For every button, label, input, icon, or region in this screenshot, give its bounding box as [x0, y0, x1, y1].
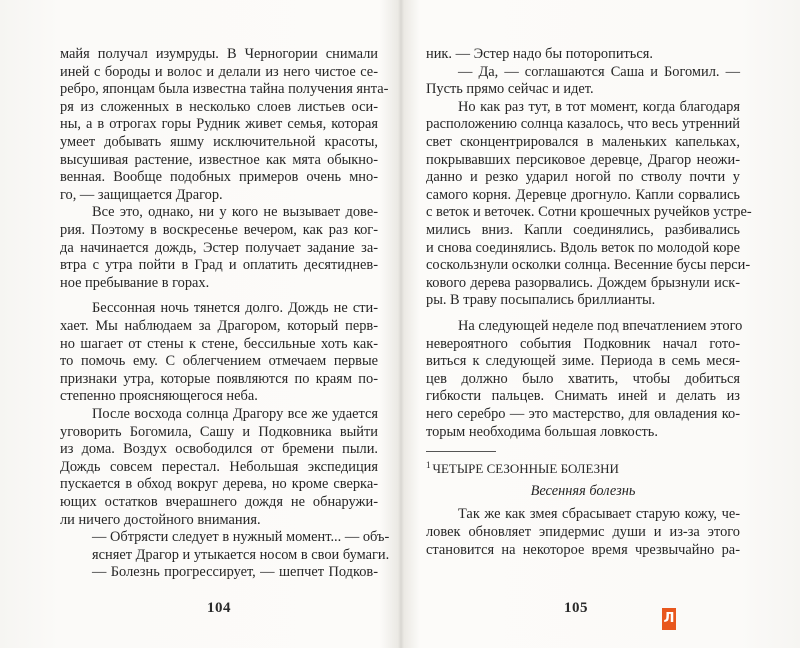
text-line: с веток и веточек. Сотни крошечных ручейков устре-	[426, 204, 752, 221]
text-line: — Болезнь прогрессирует, — шепчет Подков-	[92, 564, 378, 581]
text-line: венная. Вообще подобных примеров очень мно-	[60, 169, 378, 186]
footnote-heading-text: ЧЕТЫРЕ СЕЗОННЫЕ БОЛЕЗНИ	[432, 461, 619, 477]
text-line: пускается в обход вокруг дерева, но кроме сверка-	[60, 476, 378, 493]
page-number-left: 104	[207, 600, 231, 616]
text-line: покрывавших персиковое деревце, Драгор неожи-	[426, 151, 740, 168]
text-line: торым необходима большая ловкость.	[426, 423, 658, 440]
publisher-logo: Л	[662, 608, 676, 630]
text-line: кового дерева разорвались. Дождем брызнули иск-	[426, 274, 740, 291]
text-line: ны, а в отрогах горы Рудник живет семья, которая	[60, 116, 378, 133]
text-line: данно и резко ударил ногой по стволу почти у	[426, 169, 740, 186]
text-line: ющих остатков вчерашнего дождя не обнаружи-	[60, 494, 378, 510]
text-line: высушивая растение, известное как мята обыкно-	[60, 151, 378, 168]
text-line: ловек обновляет эпидермис души и из-за этого	[426, 524, 740, 540]
text-line: признаки утра, которые появляются по краям по-	[60, 370, 378, 387]
text-line: майя получал изумруды. В Черногории снимали	[60, 46, 378, 62]
text-line: да начинается дождь, Эстер получает задание за-	[60, 239, 378, 256]
text-line: Но как раз тут, в тот момент, когда благодаря	[458, 98, 740, 115]
text-line: Бессонная ночь тянется долго. Дождь не сти-	[92, 300, 378, 317]
text-line: то помочь ему. С облегчением отмечаем первые	[60, 353, 378, 370]
text-line: ребро, японцам была известна тайна получения янта-	[60, 81, 389, 98]
text-line: степенно проясняющегося неба.	[60, 388, 258, 405]
text-line: Так же как змея сбрасывает старую кожу, че-	[458, 506, 740, 523]
text-line: рия. Поэтому в воскресенье вечером, как раз ког-	[60, 222, 378, 238]
text-line: — Да, — соглашаются Саша и Богомил. —	[458, 63, 740, 80]
text-line: соскользнули осколки солнца. Весенние бусы перси-	[426, 257, 751, 274]
text-line: мились вниз. Капли соединялись, разбивались	[426, 222, 740, 238]
text-line: ры. В траву посыпались бриллианты.	[426, 292, 656, 309]
text-line: ник. — Эстер надо бы поторопиться.	[426, 46, 653, 62]
text-line: невероятного события Подковник начал гото-	[426, 335, 740, 352]
text-line: гибкости пальцев. Снимать иней и делать из	[426, 388, 740, 405]
text-line: иней с бороды и волос и делали из него чистое се-	[60, 63, 378, 80]
text-line: из дома. Воздух освободился от бремени пыли.	[60, 441, 378, 458]
text-line: ное пребывание в горах.	[60, 274, 210, 291]
footnote-mark: 1	[426, 460, 431, 471]
section-title: Весенняя болезнь	[530, 482, 636, 499]
footnote-heading	[426, 457, 740, 475]
text-line: хает. Мы наблюдаем за Драгором, который перв-	[60, 318, 378, 334]
text-line: свет сконцентрировался в маленьких капельках,	[426, 134, 740, 150]
text-line: цев должно было хватить, чтобы добиться	[426, 370, 740, 387]
text-line: го, — защищается Драгор.	[60, 186, 223, 203]
text-line: него серебро — это мастерство, для овладения ко-	[426, 406, 740, 422]
text-line: но шагает от стены к стене, бессильные хоть как-	[60, 335, 378, 352]
text-line: Все это, однако, ни у кого не вызывает довe-	[92, 204, 378, 221]
text-line: ря из сложенных в несколько слоев листьев оси-	[60, 98, 378, 115]
text-line: — Обтрясти следует в нужный момент... — объ-	[92, 529, 390, 546]
text-line: виться к следующей зиме. Периода в семь меся-	[426, 353, 740, 370]
text-line: умеет добывать яшму исключительной красоты,	[60, 134, 378, 150]
text-line: Пусть прямо сейчас и идет.	[426, 81, 594, 98]
text-line: втра с утра пойти в Град и оплатить десятиднев-	[60, 257, 378, 274]
text-line: ясняет Драгор и утыкается носом в свои бумаги.	[92, 546, 390, 563]
text-line: становится на некоторое время чрезвычайно ра-	[426, 541, 740, 558]
text-line: ли ничего достойного внимания.	[60, 511, 261, 528]
text-line: уговорить Богомила, Сашу и Подковника выйти	[60, 423, 378, 440]
text-line: самого корня. Деревце дрогнуло. Капли сорвались	[426, 186, 740, 203]
text-line: и снова соединялись. Вдоль веток по молодой коре	[426, 239, 740, 256]
text-line: На следующей неделе под впечатлением этого	[458, 318, 743, 334]
left-page	[60, 0, 390, 648]
page-number-right: 105	[564, 600, 588, 616]
right-page	[426, 0, 752, 648]
text-line: расположению солнца казалось, что весь утренний	[426, 116, 740, 133]
text-line: Дождь совсем перестал. Небольшая экспедиция	[60, 458, 378, 475]
footnote-rule	[426, 451, 496, 452]
text-line: После восхода солнца Драгору все же удается	[92, 406, 378, 422]
